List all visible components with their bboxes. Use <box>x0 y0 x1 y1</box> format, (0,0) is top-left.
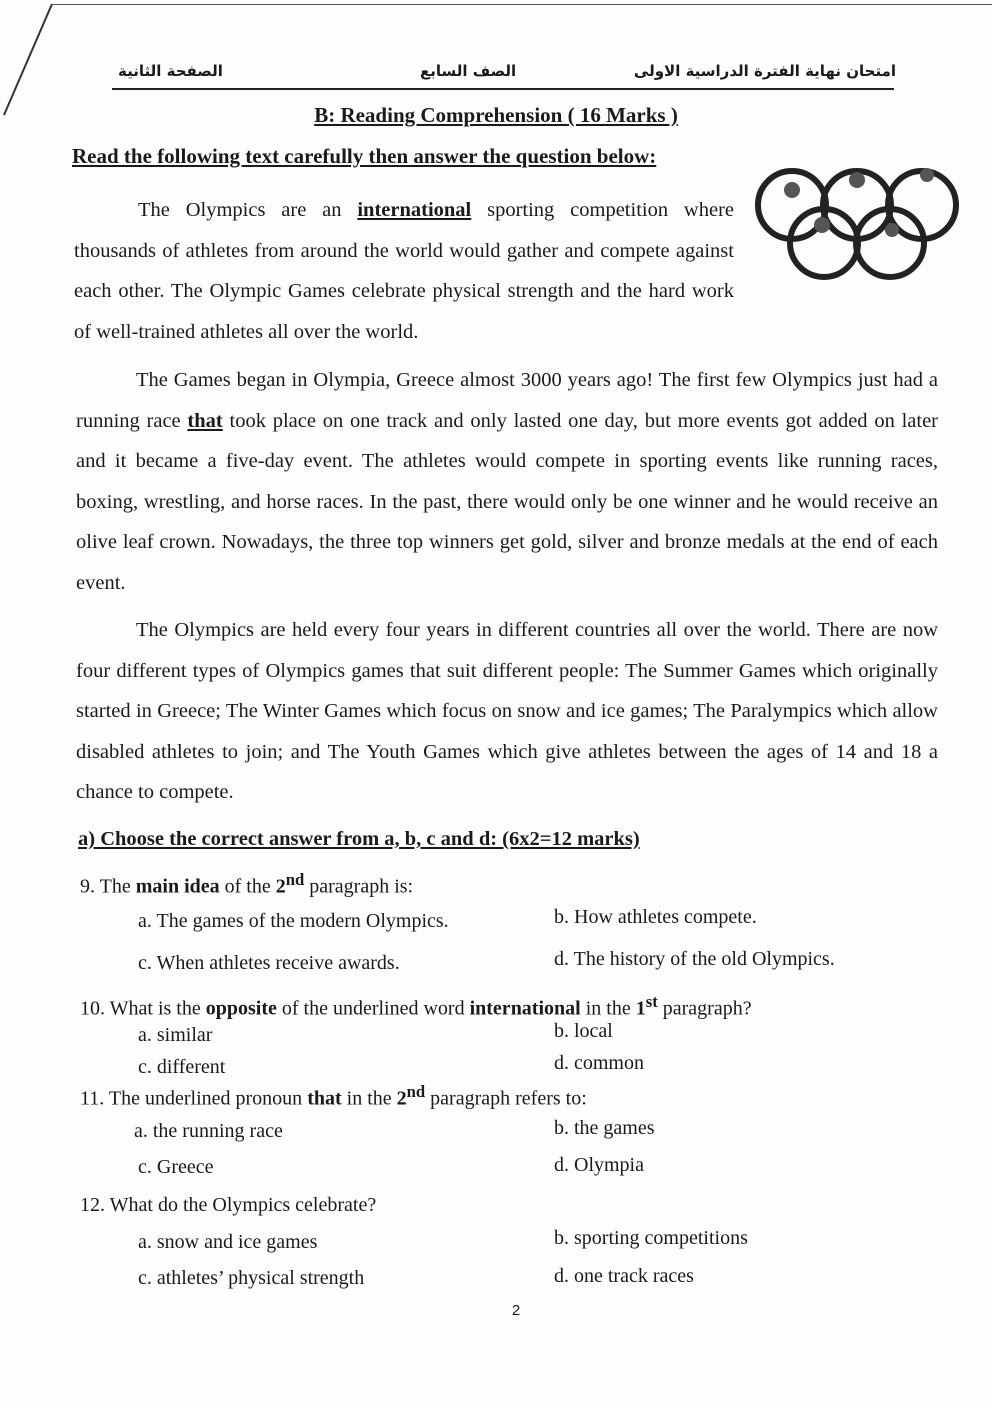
q10-option-d: d. common <box>554 1052 644 1074</box>
q11-option-b: b. the games <box>554 1117 655 1139</box>
q11-option-c: c. Greece <box>138 1156 214 1178</box>
q9-option-c: c. When athletes receive awards. <box>138 952 400 974</box>
instruction: Read the following text carefully then answer the question below: <box>72 144 657 168</box>
q11-option-a: a. the running race <box>134 1120 283 1142</box>
part-a-heading: a) Choose the correct answer from a, b, c and d: (6x2=12 marks) <box>78 828 640 850</box>
q9-option-a: a. The games of the modern Olympics. <box>138 910 449 932</box>
olympic-rings-image <box>752 155 964 285</box>
q12-option-a: a. snow and ice games <box>138 1231 318 1253</box>
paragraph-2: The Games began in Olympia, Greece almost 3000 years ago! The first few Olympics just had a running race that took place on one track and only lasted one day, but more events got added on later and it became a five-day event. The athletes would compete in sporting events like running races, boxing, wrestling, and horse races. In the past, there would only be one winner and he would receive an olive leaf crown. Nowadays, the three top winners get gold, silver and bronze medals at the end of each event. <box>76 369 938 594</box>
question-11: 11. The underlined pronoun that in the 2nd paragraph refers to: <box>80 1082 587 1110</box>
q10-option-c: c. different <box>138 1056 226 1078</box>
header-grade: الصف السابع <box>420 62 517 80</box>
q10-option-b: b. local <box>554 1020 613 1042</box>
question-12: 12. What do the Olympics celebrate? <box>80 1194 377 1216</box>
q12-option-b: b. sporting competitions <box>554 1227 748 1249</box>
q12-option-d: d. one track races <box>554 1265 694 1287</box>
q12-option-c: c. athletes’ physical strength <box>138 1267 365 1289</box>
scan-corner-line <box>0 0 60 120</box>
q10-option-a: a. similar <box>138 1024 213 1046</box>
paragraph-1: The Olympics are an international sporting competition where thousands of athletes from around the world would gather and compete against each other. The Olympic Games celebrate physical strength and the hard work of well-trained athletes all over the world. <box>74 199 735 343</box>
paragraph-3: The Olympics are held every four years in different countries all over the world. There are now four different types of Olympics games that suit different people: The Summer Games which originally started in Greece; The Winter Games which focus on snow and ice games; The Paralympics which allow disabled athletes to join; and The Youth Games which give athletes between the ages of 14 and 18 a chance to compete. <box>76 619 938 803</box>
question-9: 9. The main idea of the 2nd paragraph is: <box>80 870 414 898</box>
q9-option-d: d. The history of the old Olympics. <box>554 948 835 970</box>
page-number: 2 <box>511 1302 521 1319</box>
scan-top-line <box>52 4 992 5</box>
header-page: الصفحة الثانية <box>118 62 223 80</box>
section-title: B: Reading Comprehension ( 16 Marks ) <box>314 103 678 127</box>
question-10: 10. What is the opposite of the underlined word international in the 1st paragraph? <box>80 992 752 1020</box>
header-underline <box>112 88 894 90</box>
q11-option-d: d. Olympia <box>554 1154 644 1176</box>
q9-option-b: b. How athletes compete. <box>554 906 757 928</box>
header-exam-title: امتحان نهاية الفترة الدراسية الاولى <box>633 62 896 80</box>
